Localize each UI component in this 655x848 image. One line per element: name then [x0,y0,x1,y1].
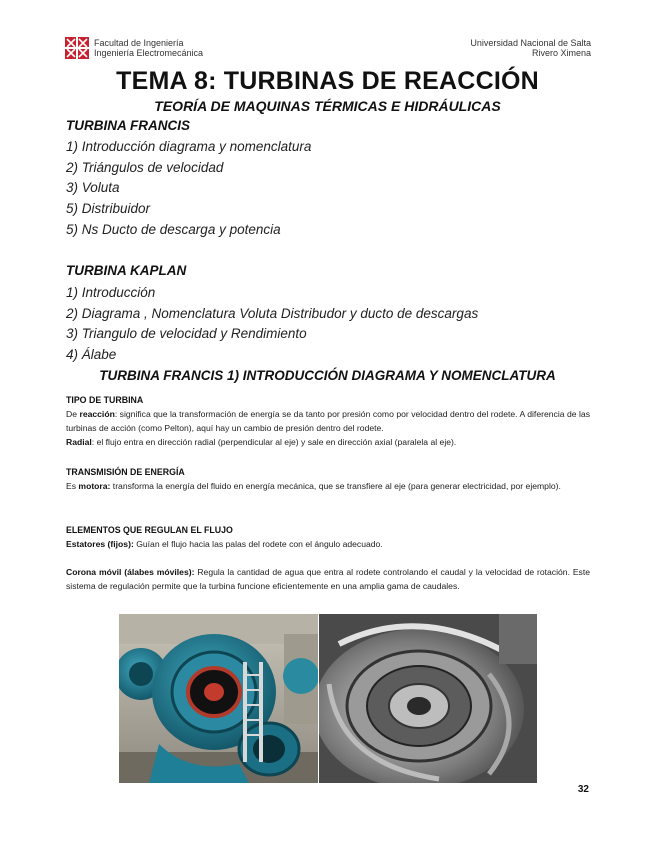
page-title: TEMA 8: TURBINAS DE REACCIÓN [116,67,539,95]
text-span: : el flujo entra en dirección radial (perpendicular al eje) y sale en dirección axial (paralela al eje). [91,437,457,447]
list-item: 3) Triangulo de velocidad y Rendimiento [66,326,307,342]
page-number: 32 [577,784,589,795]
page-subtitle: TEORÍA DE MAQUINAS TÉRMICAS E HIDRÁULICAS [154,98,501,114]
elementos-block [66,523,590,593]
radial-paragraph [66,435,590,449]
list-item: 1) Introducción [66,285,156,300]
list-item: 5) Ns Ducto de descarga y potencia [66,221,281,237]
list-item: 3) Voluta [66,180,120,196]
text-span: Guían el flujo hacia las palas del rodete con el ángulo adecuado. [133,539,383,549]
header-university [470,38,591,58]
kaplan-topic-list [66,283,478,366]
reaccion-term: reacción [79,409,115,419]
list-item: 5) Distribuidor [66,201,151,217]
header-university-name: Universidad Nacional de Salta [470,38,591,48]
list-item: 4) Álabe [66,347,117,363]
header-author: Rivero Ximena [531,48,591,58]
section-heading: TURBINA FRANCIS 1) INTRODUCCIÓN DIAGRAMA Y NOMENCLATURA [99,368,556,383]
text-span: : significa que la transformación de energía se da tanto por presión como por velocidad dentro del rodete. A diferencia de las turbinas de acción (como Pelton), aquí hay un cambio de presión dentro del rodete. [66,409,590,433]
text-span: Es [66,481,79,491]
corona-term: Corona móvil (álabes móviles): [66,567,195,577]
text-span: transforma la energía del fluido en energía mecánica, que se transfiere al eje (para generar electricidad, por ejemplo). [110,481,561,491]
motora-paragraph [66,479,590,493]
list-item: 1) Introducción diagrama y nomenclatura [66,139,312,154]
university-logo-icon [65,37,89,59]
estatores-term: Estatores (fijos): [66,539,134,549]
kaplan-heading: TURBINA KAPLAN [66,263,187,278]
corona-paragraph [66,565,590,593]
list-item: 2) Triángulos de velocidad [66,159,224,175]
francis-turbine-photo [119,614,318,783]
tipo-turbina-caption: TIPO DE TURBINA [66,395,144,405]
francis-topic-list [66,137,311,241]
transmision-caption: TRANSMISIÓN DE ENERGÍA [66,467,185,477]
francis-heading: TURBINA FRANCIS [66,118,190,133]
motora-term: motora: [78,481,111,491]
list-item: 2) Diagrama , Nomenclatura Voluta Distribudor y ducto de descargas [66,305,479,321]
transmision-block [66,465,590,493]
header-faculty [94,38,203,58]
radial-term: Radial [66,437,92,447]
text-span: De [66,409,80,419]
header-faculty-name: Facultad de Ingeniería [94,38,184,48]
spiral-casing-image [319,614,537,783]
text-span: Regula la cantidad de agua que entra al rodete controlando el caudal y la velocidad de rotación. Este sistema de regulación permite que la turbina funcione eficientemente en una amplia gama de caudales. [66,567,591,591]
elementos-caption: ELEMENTOS QUE REGULAN EL FLUJO [66,525,233,535]
tipo-turbina-block [66,393,590,449]
francis-turbine-image [119,614,318,783]
estatores-paragraph [66,537,590,551]
spiral-casing-photo [319,614,537,783]
reaccion-paragraph [66,407,590,435]
header-career-name: Ingeniería Electromecánica [94,48,204,58]
